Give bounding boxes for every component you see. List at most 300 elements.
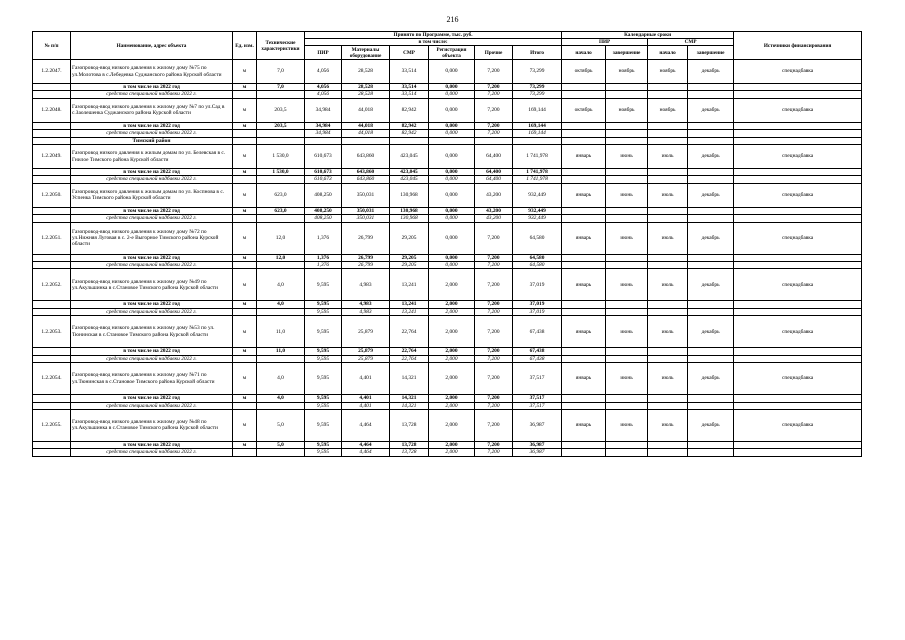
reg-cell: 0,000 — [429, 84, 475, 91]
empty-cell — [734, 91, 862, 98]
empty-cell — [688, 301, 734, 308]
subtotal-row — [33, 395, 862, 402]
tech-cell: 5,0 — [257, 441, 305, 448]
pir-cell: 408,250 — [305, 183, 342, 207]
header-sources: Источники финансирования — [734, 32, 862, 60]
empty-cell — [648, 91, 688, 98]
subtotal-label: в том числе на 2022 год — [71, 254, 233, 261]
empty-cell — [606, 254, 648, 261]
other-cell: 7,200 — [475, 91, 513, 98]
other-cell: 7,200 — [475, 308, 513, 315]
smr-cell: 13,728 — [390, 449, 429, 456]
empty-cell — [233, 355, 257, 362]
empty-cell — [33, 207, 71, 214]
empty-cell — [648, 207, 688, 214]
special-funds-label: средства специальной надбавки 2022 г. — [71, 130, 233, 137]
smr-start-cell: июль — [648, 145, 688, 169]
empty-cell — [688, 176, 734, 183]
smr-cell: 130,968 — [390, 183, 429, 207]
empty-cell — [342, 137, 390, 144]
total-cell: 73,299 — [513, 84, 562, 91]
header-total: Итого — [513, 46, 562, 60]
empty-cell — [688, 91, 734, 98]
other-cell: 43,200 — [475, 215, 513, 222]
tech-cell: 623,0 — [257, 207, 305, 214]
empty-cell — [688, 355, 734, 362]
mat-cell: 643,860 — [342, 145, 390, 169]
source-cell: спецнадбавка — [734, 222, 862, 254]
pir-start-cell: октябрь — [562, 60, 606, 84]
special-funds-row — [33, 91, 862, 98]
empty-cell — [257, 137, 305, 144]
tech-cell: 12,0 — [257, 254, 305, 261]
pir-end-cell: июнь — [606, 222, 648, 254]
header-materials: Материалы оборудование — [342, 46, 390, 60]
object-name: Газопровод-ввод низкого давления к жилому дому №72 по ул.Нижняя Луговая в с. 2-е Выгорное Тимского района Курской области — [71, 222, 233, 254]
reg-cell: 0,000 — [429, 122, 475, 129]
empty-cell — [688, 348, 734, 355]
subtotal-row — [33, 169, 862, 176]
total-cell: 64,580 — [513, 262, 562, 269]
empty-cell — [257, 130, 305, 137]
mat-cell: 25,879 — [342, 348, 390, 355]
pir-cell: 9,595 — [305, 441, 342, 448]
other-cell: 7,200 — [475, 130, 513, 137]
pir-start-cell: январь — [562, 145, 606, 169]
row-number: 1.2.2049. — [33, 145, 71, 169]
row-number: 1.2.2053. — [33, 316, 71, 348]
special-funds-row — [33, 355, 862, 362]
empty-cell — [688, 84, 734, 91]
empty-cell — [562, 84, 606, 91]
smr-end-cell: декабрь — [688, 222, 734, 254]
table-row — [33, 316, 862, 348]
empty-cell — [734, 395, 862, 402]
subtotal-row — [33, 254, 862, 261]
row-number: 1.2.2054. — [33, 363, 71, 395]
other-cell: 7,200 — [475, 98, 513, 122]
reg-cell: 2,000 — [429, 402, 475, 409]
reg-cell: 0,000 — [429, 91, 475, 98]
pir-cell: 9,595 — [305, 449, 342, 456]
empty-cell — [648, 308, 688, 315]
pir-cell: 1,376 — [305, 254, 342, 261]
empty-cell — [562, 402, 606, 409]
empty-cell — [734, 122, 862, 129]
mat-cell: 4,401 — [342, 395, 390, 402]
empty-cell — [734, 215, 862, 222]
total-cell: 37,517 — [513, 363, 562, 395]
empty-cell — [734, 449, 862, 456]
pir-end-cell: ноябрь — [606, 98, 648, 122]
tech-cell: 11,0 — [257, 316, 305, 348]
mat-cell: 4,983 — [342, 308, 390, 315]
header-other: Прочие — [475, 46, 513, 60]
empty-cell — [734, 130, 862, 137]
other-cell: 7,200 — [475, 402, 513, 409]
empty-cell — [688, 207, 734, 214]
smr-cell: 14,321 — [390, 395, 429, 402]
object-name: Газопровод-ввод низкого давления к жилому дому №53 по ул. Тюнинская в с.Становое Тимского района Курской области — [71, 316, 233, 348]
total-cell: 36,987 — [513, 449, 562, 456]
empty-cell — [648, 254, 688, 261]
empty-cell — [33, 91, 71, 98]
other-cell: 7,200 — [475, 269, 513, 301]
empty-cell — [33, 84, 71, 91]
mat-cell: 350,031 — [342, 215, 390, 222]
smr-cell: 423,045 — [390, 169, 429, 176]
special-funds-row — [33, 449, 862, 456]
unit-cell: м — [233, 254, 257, 261]
mat-cell: 4,401 — [342, 363, 390, 395]
mat-cell: 26,799 — [342, 262, 390, 269]
smr-end-cell: декабрь — [688, 145, 734, 169]
pir-start-cell: октябрь — [562, 98, 606, 122]
pir-end-cell: июнь — [606, 363, 648, 395]
empty-cell — [648, 137, 688, 144]
pir-cell: 4,056 — [305, 60, 342, 84]
table-row — [33, 222, 862, 254]
pir-start-cell: январь — [562, 222, 606, 254]
mat-cell: 350,031 — [342, 183, 390, 207]
empty-cell — [257, 262, 305, 269]
table-header — [33, 32, 862, 60]
smr-start-cell: июль — [648, 316, 688, 348]
empty-cell — [606, 395, 648, 402]
empty-cell — [688, 449, 734, 456]
mat-cell: 44,018 — [342, 98, 390, 122]
pir-cell: 34,984 — [305, 122, 342, 129]
empty-cell — [734, 254, 862, 261]
special-funds-row — [33, 215, 862, 222]
mat-cell: 28,528 — [342, 91, 390, 98]
empty-cell — [390, 137, 429, 144]
other-cell: 64,400 — [475, 145, 513, 169]
empty-cell — [606, 137, 648, 144]
pir-cell: 9,595 — [305, 409, 342, 441]
empty-cell — [688, 402, 734, 409]
empty-cell — [33, 122, 71, 129]
empty-cell — [648, 402, 688, 409]
unit-cell: м — [233, 207, 257, 214]
reg-cell: 2,000 — [429, 441, 475, 448]
pir-end-cell: июнь — [606, 183, 648, 207]
pir-cell: 4,056 — [305, 84, 342, 91]
empty-cell — [734, 137, 862, 144]
empty-cell — [648, 130, 688, 137]
reg-cell: 0,000 — [429, 215, 475, 222]
header-start: начало — [562, 46, 606, 60]
other-cell: 7,200 — [475, 355, 513, 362]
other-cell: 64,400 — [475, 169, 513, 176]
object-name: Газопровод низкого давления к жилым домам по ул. Белевская в с. Гнилое Тимского района Курской области — [71, 145, 233, 169]
mat-cell: 350,031 — [342, 207, 390, 214]
unit-cell: м — [233, 222, 257, 254]
reg-cell: 0,000 — [429, 254, 475, 261]
empty-cell — [33, 355, 71, 362]
pir-end-cell: июнь — [606, 269, 648, 301]
smr-cell: 130,968 — [390, 215, 429, 222]
pir-start-cell: январь — [562, 183, 606, 207]
empty-cell — [33, 215, 71, 222]
row-number: 1.2.2048. — [33, 98, 71, 122]
reg-cell: 2,000 — [429, 316, 475, 348]
empty-cell — [33, 137, 71, 144]
reg-cell: 2,000 — [429, 308, 475, 315]
tech-cell: 7,0 — [257, 60, 305, 84]
pir-start-cell: январь — [562, 269, 606, 301]
table-row — [33, 269, 862, 301]
total-cell: 67,438 — [513, 316, 562, 348]
other-cell: 7,200 — [475, 316, 513, 348]
other-cell: 7,200 — [475, 348, 513, 355]
empty-cell — [648, 169, 688, 176]
pir-cell: 9,595 — [305, 316, 342, 348]
mat-cell: 26,799 — [342, 254, 390, 261]
empty-cell — [648, 395, 688, 402]
header-name: Наименование, адрес объекта — [71, 32, 233, 60]
unit-cell: м — [233, 60, 257, 84]
total-cell: 67,438 — [513, 348, 562, 355]
empty-cell — [606, 91, 648, 98]
reg-cell: 0,000 — [429, 98, 475, 122]
object-name: Газопровод-ввод низкого давления к жилому дому №7 по ул.Сад в с.Заолешенка Суджанского района Курской области — [71, 98, 233, 122]
header-calendar: Календарные сроки — [562, 32, 734, 39]
empty-cell — [562, 207, 606, 214]
tech-cell: 12,0 — [257, 222, 305, 254]
empty-cell — [257, 449, 305, 456]
unit-cell: м — [233, 441, 257, 448]
pir-cell: 9,595 — [305, 395, 342, 402]
source-cell: спецнадбавка — [734, 183, 862, 207]
other-cell: 7,200 — [475, 301, 513, 308]
smr-start-cell: ноябрь — [648, 60, 688, 84]
empty-cell — [648, 301, 688, 308]
pir-cell: 610,673 — [305, 176, 342, 183]
smr-start-cell: июль — [648, 409, 688, 441]
smr-end-cell: декабрь — [688, 409, 734, 441]
empty-cell — [606, 84, 648, 91]
pir-cell: 9,595 — [305, 363, 342, 395]
special-funds-row — [33, 402, 862, 409]
empty-cell — [562, 355, 606, 362]
special-funds-row — [33, 176, 862, 183]
other-cell: 7,200 — [475, 409, 513, 441]
subtotal-row — [33, 207, 862, 214]
reg-cell: 2,000 — [429, 409, 475, 441]
empty-cell — [233, 449, 257, 456]
other-cell: 7,200 — [475, 449, 513, 456]
smr-cell: 29,205 — [390, 262, 429, 269]
other-cell: 43,200 — [475, 207, 513, 214]
reg-cell: 2,000 — [429, 395, 475, 402]
total-cell: 932,449 — [513, 215, 562, 222]
empty-cell — [606, 308, 648, 315]
tech-cell: 4,0 — [257, 363, 305, 395]
tech-cell: 4,0 — [257, 395, 305, 402]
smr-start-cell: июль — [648, 183, 688, 207]
pir-cell: 408,250 — [305, 207, 342, 214]
other-cell: 64,400 — [475, 176, 513, 183]
other-cell: 7,200 — [475, 60, 513, 84]
source-cell: спецнадбавка — [734, 269, 862, 301]
subtotal-label: в том числе на 2022 год — [71, 122, 233, 129]
smr-cell: 22,764 — [390, 316, 429, 348]
empty-cell — [688, 308, 734, 315]
empty-cell — [688, 395, 734, 402]
empty-cell — [688, 262, 734, 269]
empty-cell — [257, 355, 305, 362]
empty-cell — [33, 449, 71, 456]
pir-start-cell: январь — [562, 409, 606, 441]
reg-cell: 0,000 — [429, 60, 475, 84]
empty-cell — [562, 130, 606, 137]
empty-cell — [734, 207, 862, 214]
mat-cell: 4,464 — [342, 449, 390, 456]
mat-cell: 28,528 — [342, 84, 390, 91]
smr-cell: 82,942 — [390, 130, 429, 137]
special-funds-label: средства специальной надбавки 2022 г. — [71, 449, 233, 456]
special-funds-label: средства специальной надбавки 2022 г. — [71, 402, 233, 409]
total-cell: 37,019 — [513, 308, 562, 315]
subtotal-label: в том числе на 2022 год — [71, 169, 233, 176]
empty-cell — [233, 176, 257, 183]
header-including: в том числе: — [305, 39, 562, 46]
smr-start-cell: июль — [648, 222, 688, 254]
reg-cell: 2,000 — [429, 363, 475, 395]
table-row — [33, 145, 862, 169]
total-cell: 73,299 — [513, 60, 562, 84]
empty-cell — [648, 122, 688, 129]
row-number: 1.2.2051. — [33, 222, 71, 254]
tech-cell: 5,0 — [257, 409, 305, 441]
special-funds-label: средства специальной надбавки 2022 г. — [71, 215, 233, 222]
total-cell: 37,019 — [513, 269, 562, 301]
pir-cell: 4,056 — [305, 91, 342, 98]
smr-cell: 22,764 — [390, 355, 429, 362]
empty-cell — [562, 215, 606, 222]
mat-cell: 4,464 — [342, 409, 390, 441]
row-number: 1.2.2052. — [33, 269, 71, 301]
empty-cell — [562, 122, 606, 129]
reg-cell: 2,000 — [429, 301, 475, 308]
table-row — [33, 409, 862, 441]
empty-cell — [606, 169, 648, 176]
other-cell: 7,200 — [475, 222, 513, 254]
empty-cell — [233, 262, 257, 269]
empty-cell — [33, 301, 71, 308]
total-cell: 37,517 — [513, 402, 562, 409]
other-cell: 7,200 — [475, 122, 513, 129]
reg-cell: 0,000 — [429, 262, 475, 269]
tech-cell: 623,0 — [257, 183, 305, 207]
total-cell: 36,987 — [513, 441, 562, 448]
pir-cell: 34,984 — [305, 130, 342, 137]
empty-cell — [734, 355, 862, 362]
header-registration: Регистрация объекта — [429, 46, 475, 60]
unit-cell: м — [233, 363, 257, 395]
pir-cell: 9,595 — [305, 402, 342, 409]
empty-cell — [562, 91, 606, 98]
header-pir: ПИР — [305, 46, 342, 60]
other-cell: 7,200 — [475, 363, 513, 395]
mat-cell: 4,464 — [342, 441, 390, 448]
pir-cell: 9,595 — [305, 308, 342, 315]
empty-cell — [648, 176, 688, 183]
reg-cell: 2,000 — [429, 355, 475, 362]
smr-cell: 33,514 — [390, 84, 429, 91]
header-end: завершение — [606, 46, 648, 60]
smr-cell: 13,728 — [390, 409, 429, 441]
object-name: Газопровод-ввод низкого давления к жилому дому №49 по ул.Акульшинка в с.Становое Тимского района Курской области — [71, 269, 233, 301]
mat-cell: 4,401 — [342, 402, 390, 409]
subtotal-row — [33, 441, 862, 448]
pir-start-cell: январь — [562, 316, 606, 348]
row-number: 1.2.2047. — [33, 60, 71, 84]
empty-cell — [257, 402, 305, 409]
empty-cell — [606, 449, 648, 456]
total-cell: 37,019 — [513, 301, 562, 308]
total-cell: 64,580 — [513, 254, 562, 261]
empty-cell — [688, 169, 734, 176]
empty-cell — [257, 91, 305, 98]
tech-cell: 1 530,0 — [257, 145, 305, 169]
total-cell: 169,144 — [513, 98, 562, 122]
smr-cell: 13,241 — [390, 308, 429, 315]
empty-cell — [606, 402, 648, 409]
pir-cell: 9,595 — [305, 355, 342, 362]
empty-cell — [734, 301, 862, 308]
empty-cell — [688, 215, 734, 222]
empty-cell — [606, 355, 648, 362]
header-smr: СМР — [390, 46, 429, 60]
special-funds-row — [33, 262, 862, 269]
reg-cell: 0,000 — [429, 183, 475, 207]
empty-cell — [257, 176, 305, 183]
smr-cell: 33,514 — [390, 91, 429, 98]
empty-cell — [233, 402, 257, 409]
pir-cell: 34,984 — [305, 98, 342, 122]
empty-cell — [688, 122, 734, 129]
empty-cell — [562, 308, 606, 315]
empty-cell — [648, 215, 688, 222]
empty-cell — [606, 176, 648, 183]
empty-cell — [233, 308, 257, 315]
pir-end-cell: июнь — [606, 409, 648, 441]
empty-cell — [734, 262, 862, 269]
empty-cell — [734, 308, 862, 315]
mat-cell: 44,018 — [342, 122, 390, 129]
smr-end-cell: декабрь — [688, 98, 734, 122]
reg-cell: 2,000 — [429, 449, 475, 456]
unit-cell: м — [233, 122, 257, 129]
source-cell: спецнадбавка — [734, 98, 862, 122]
mat-cell: 4,983 — [342, 269, 390, 301]
mat-cell: 44,018 — [342, 130, 390, 137]
table-row — [33, 60, 862, 84]
empty-cell — [562, 301, 606, 308]
total-cell: 37,517 — [513, 395, 562, 402]
table-row — [33, 363, 862, 395]
row-number: 1.2.2055. — [33, 409, 71, 441]
smr-cell: 13,728 — [390, 441, 429, 448]
empty-cell — [606, 130, 648, 137]
empty-cell — [33, 262, 71, 269]
smr-cell: 423,045 — [390, 145, 429, 169]
special-funds-label: средства специальной надбавки 2022 г. — [71, 262, 233, 269]
smr-cell: 423,045 — [390, 176, 429, 183]
header-num: № п/п — [33, 32, 71, 60]
